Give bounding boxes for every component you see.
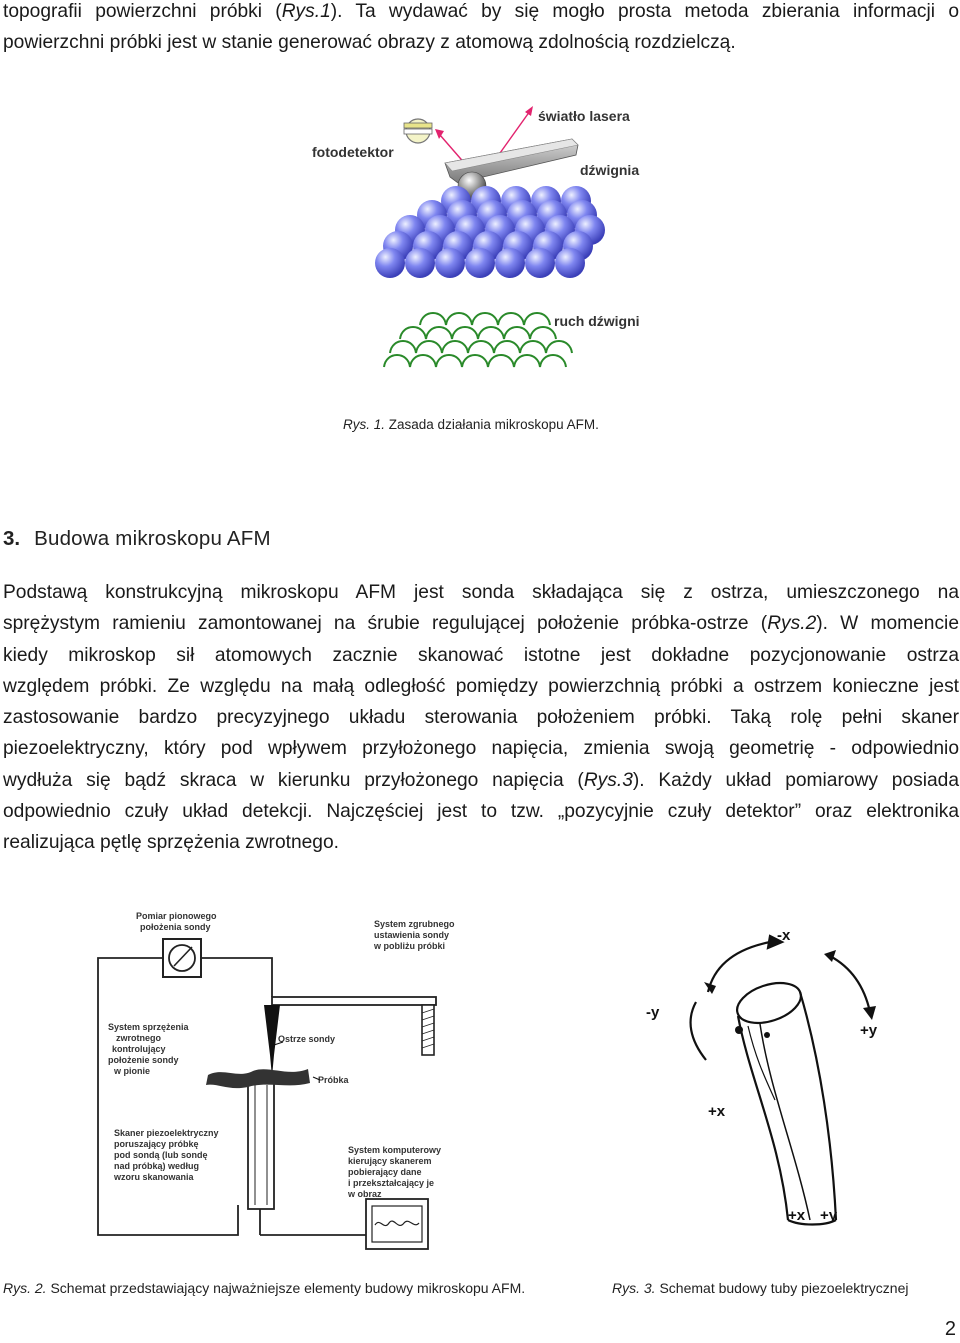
piezo-scanner [248,1079,274,1209]
atom [495,248,525,278]
body-line-6: piezoelektryczny, który pod wpływem przyłożonego napięcia, zmienia swoją geometrię - odpowiednio [3,738,959,760]
svg-text:kontrolujący: kontrolujący [112,1044,166,1054]
trajectory-line [390,341,572,353]
svg-text:Próbka: Próbka [318,1075,349,1085]
svg-text:+x: +x [788,1207,806,1224]
figure-3-caption: Rys. 3. Schemat budowy tuby piezoelektrycznej [612,1280,909,1296]
atom-lattice [375,186,605,278]
tube-top [732,976,806,1031]
svg-text:pobierający dane: pobierający dane [348,1167,422,1177]
body-line-4: względem próbki. Ze względu na małą odległość pomiędzy powierzchnią próbki a ostrzem konieczne jest [3,675,959,697]
svg-text:-y: -y [646,1004,660,1021]
body-line-9: realizująca pętlę sprzężenia zwrotnego. [3,832,339,854]
figure-1-caption: Rys. 1. Zasada działania mikroskopu AFM. [343,417,599,432]
page-number: 2 [944,1318,956,1340]
svg-text:Skaner piezoelektryczny: Skaner piezoelektryczny [114,1128,219,1138]
svg-text:+x: +x [708,1103,726,1120]
svg-text:poruszający próbkę: poruszający próbkę [114,1139,199,1149]
trajectory-line [420,313,550,325]
svg-text:System sprzężenia: System sprzężenia [108,1022,189,1032]
trajectory-line [400,327,556,339]
intro-line-2: powierzchni próbki jest w stanie generować obrazy z atomową zdolnością rozdzielczą. [3,32,736,54]
atom [525,248,555,278]
body-line-5: zastosowanie bardzo precyzyjnego układu sterowania położeniem próbki. Taką rolę pełni skaner [3,707,959,729]
body-line-1: Podstawą konstrukcyjną mikroskopu AFM jest sonda składająca się z ostrza, umieszczonego na [3,582,959,603]
photodetector-icon [404,119,432,143]
atom [435,248,465,278]
svg-text:System zgrubnego: System zgrubnego [374,919,455,929]
svg-text:ustawienia sondy: ustawienia sondy [374,930,450,940]
svg-text:Pomiar pionowego: Pomiar pionowego [136,911,217,921]
svg-text:Ostrze sondy: Ostrze sondy [278,1034,336,1044]
label-lever: dźwignia [580,162,640,178]
figure-3-piezo-tube [620,920,920,1240]
svg-text:kierujący skanerem: kierujący skanerem [348,1156,432,1166]
atom [465,248,495,278]
svg-text:w obraz: w obraz [348,1189,382,1199]
atom [375,248,405,278]
svg-text:pod sondą (lub sondę: pod sondą (lub sondę [114,1150,208,1160]
svg-text:i przekształcający je: i przekształcający je [348,1178,435,1188]
intro-line-1: topografii powierzchni próbki (Rys.1). Ta wydawać by się mogło prosta metoda zbierania informacji o [3,1,959,22]
svg-text:położenie sondy: położenie sondy [108,1055,179,1065]
svg-text:w pionie: w pionie [114,1066,150,1076]
svg-text:+y: +y [820,1207,838,1224]
intro-paragraph [3,0,959,59]
figure-2-afm-schematic [88,905,488,1255]
probe-arm [272,997,436,1005]
figure-2-caption: Rys. 2. Schemat przedstawiający najważniejsze elementy budowy mikroskopu AFM. [3,1280,526,1296]
tube-left-edge [738,1016,788,1220]
body-paragraph [3,577,959,859]
figure-1-afm-principle [300,85,680,395]
trajectory-line [384,355,566,367]
body-line-3: kiedy mikroskop sił atomowych zacznie skanować istotne jest dokładne pozycjonowanie ostrza [3,644,959,666]
svg-text:w pobliżu próbki: w pobliżu próbki [374,941,445,951]
svg-text:położenia sondy: położenia sondy [140,922,211,932]
section-heading: 3. Budowa mikroskopu AFM [3,527,271,550]
body-line-7: wydłuża się bądź skraca w kierunku przyłożonego napięcia (Rys.3). Każdy układ pomiarowy posiada [3,769,959,791]
svg-text:wzoru skanowania: wzoru skanowania [114,1172,194,1182]
svg-text:+y: +y [860,1022,878,1039]
label-lever-motion: ruch dźwigni [554,313,640,329]
label-laser: światło lasera [538,108,630,124]
svg-text:zwrotnego: zwrotnego [116,1033,161,1043]
body-line-8: odpowiednio czuły układ detekcji. Najczęściej jest to tzw. „pozycyjnie czuły detektor” oraz elektronika [3,801,959,823]
svg-text:nad próbką) według: nad próbką) według [114,1161,200,1171]
body-line-2: sprężystym ramieniu zamontowanej na śrubie regulującej położenie próbka-ostrze (Rys.2). W momencie [3,613,959,635]
atom [555,248,585,278]
lever-motion-trajectory [384,313,572,367]
svg-text:System komputerowy: System komputerowy [348,1145,442,1155]
atom [405,248,435,278]
svg-text:-x: -x [777,927,791,944]
label-photodetector: fotodetektor [312,144,394,160]
tube-right-edge [800,992,836,1220]
